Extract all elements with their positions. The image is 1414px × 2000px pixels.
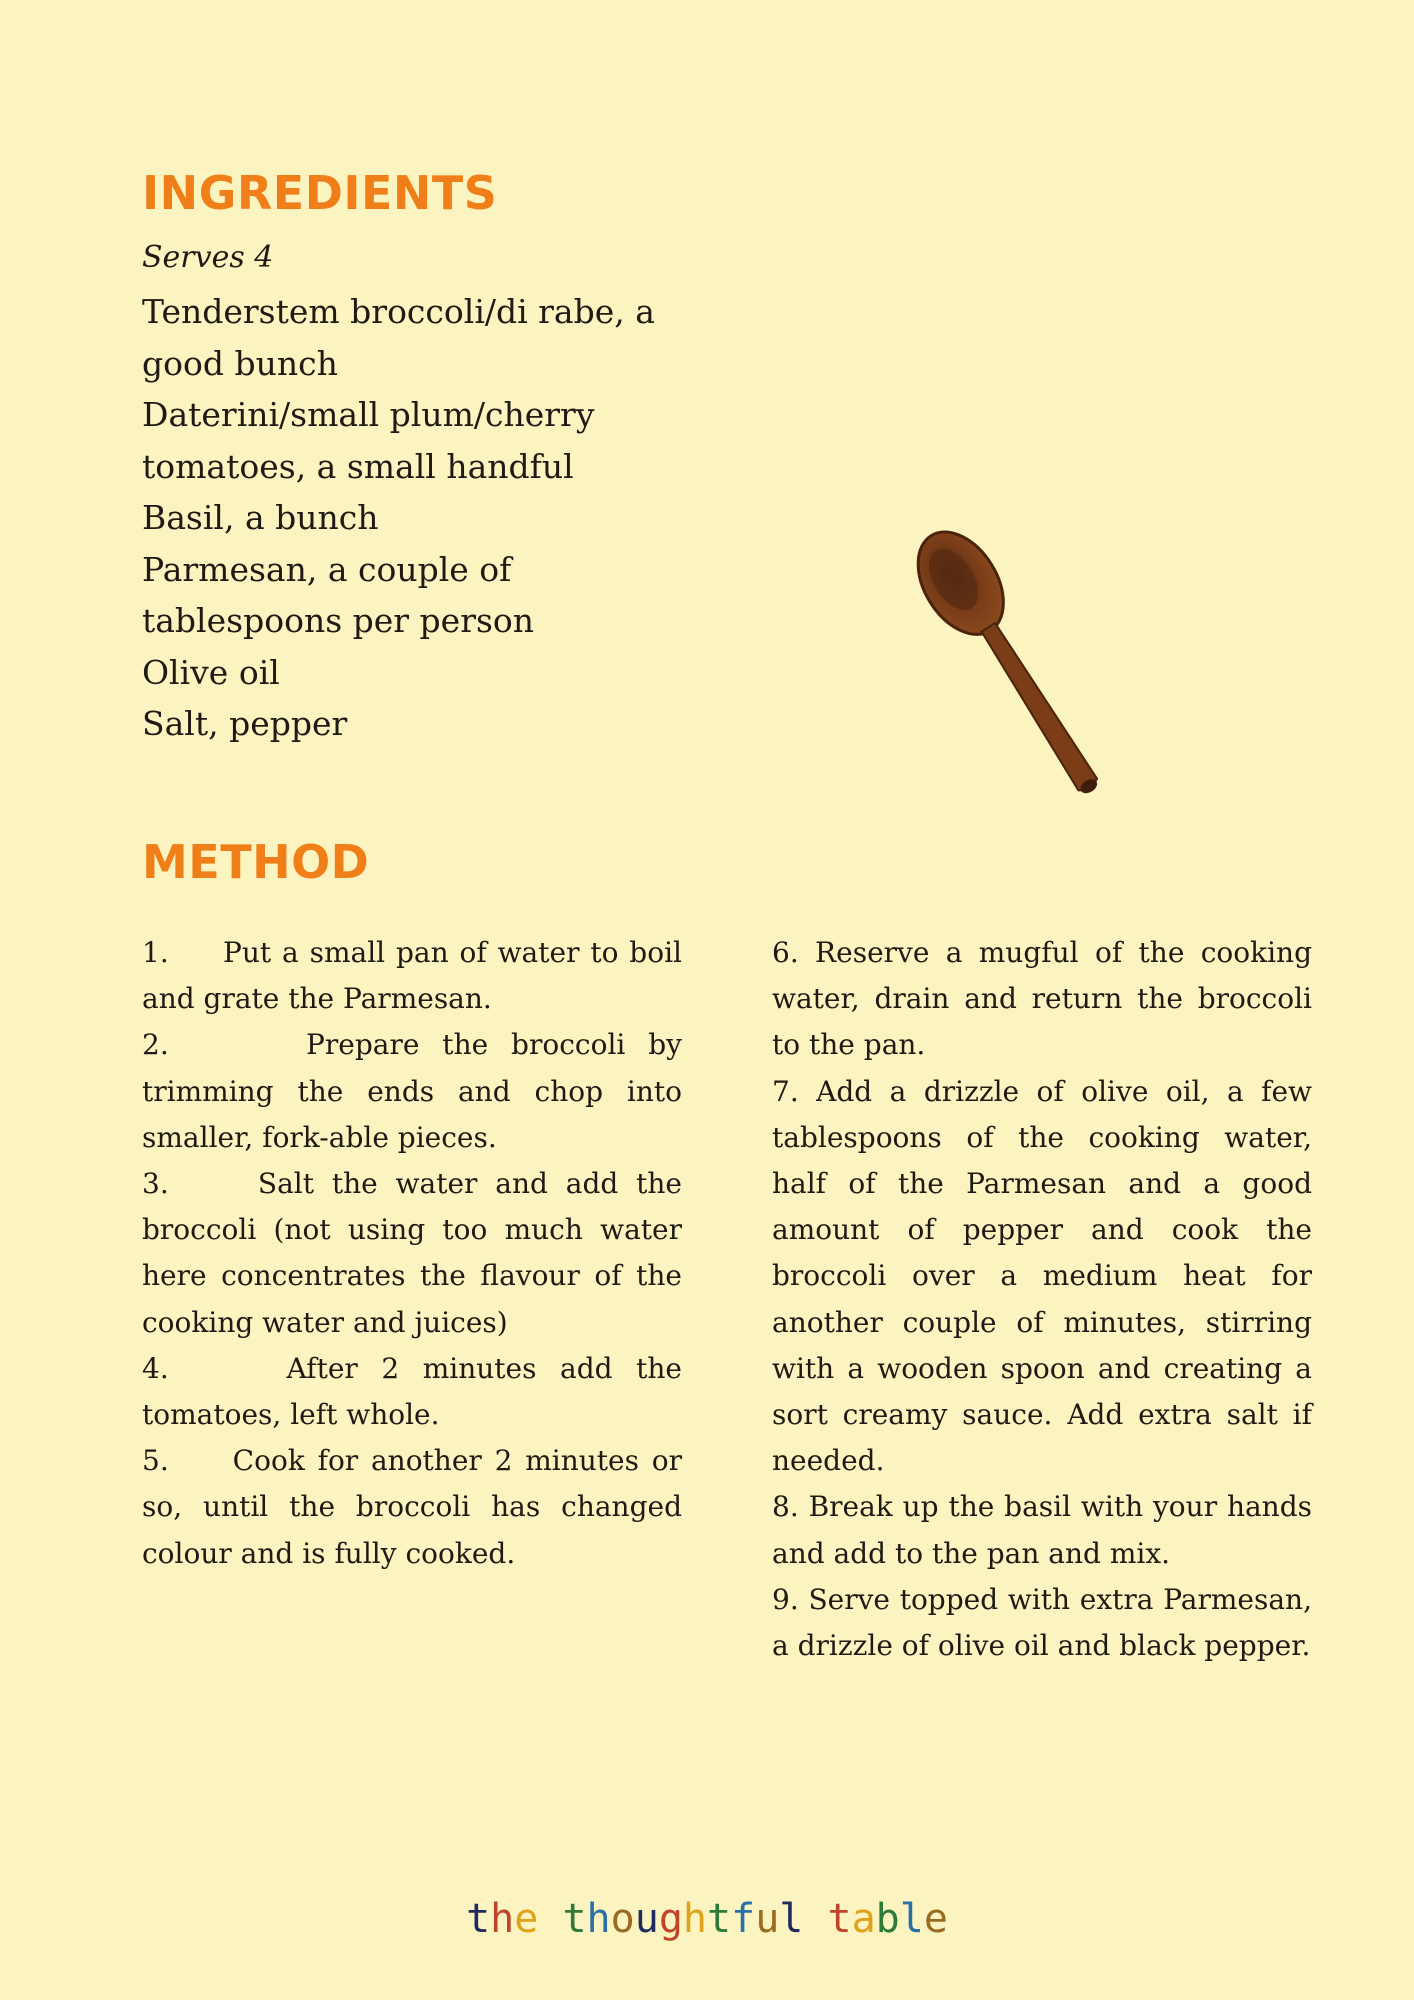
brand-logo: [466, 1880, 948, 1960]
method-step: 9. Serve topped with extra Parmesan, a drizzle of olive oil and black pepper.: [772, 1582, 1312, 1663]
method-step: 4. After 2 minutes add the tomatoes, left whole.: [142, 1351, 682, 1432]
method-steps-left: [142, 930, 682, 1577]
ingredients-list: [142, 286, 682, 750]
method-steps-right: [772, 930, 1312, 1669]
method-step: 8. Break up the basil with your hands and add to the pan and mix.: [772, 1490, 1312, 1570]
method-heading: METHOD: [142, 835, 370, 889]
method-step: 7. Add a drizzle of olive oil, a few tablespoons of the cooking water, half of the Parmesan and a good amount of pepper and cook the broccoli over a medium heat for another couple of minutes, stirring with a wooden spoon and creating a sort creamy sauce. Add extra salt if needed.: [772, 1074, 1312, 1478]
ingredients-heading: INGREDIENTS: [142, 166, 498, 220]
ingredient-item: Daterini/small plum/cherry tomatoes, a small handful: [142, 395, 595, 486]
method-step: 6. Reserve a mugful of the cooking water, drain and return the broccoli to the pan.: [772, 936, 1312, 1062]
method-step: 5. Cook for another 2 minutes or so, until the broccoli has changed colour and is fully cooked.: [142, 1444, 682, 1570]
method-step: 2. Prepare the broccoli by trimming the ends and chop into smaller, fork-able pieces.: [142, 1028, 682, 1154]
serves-label: Serves 4: [142, 240, 274, 275]
ingredient-item: Olive oil: [142, 652, 280, 692]
logo-text: the thoughtful table: [466, 1896, 948, 1942]
method-step: 1. Put a small pan of water to boil and grate the Parmesan.: [142, 936, 682, 1016]
ingredient-item: Tenderstem broccoli/di rabe, a good bunch: [142, 292, 655, 383]
wooden-spoon-icon: [905, 520, 1105, 790]
ingredient-item: Salt, pepper: [142, 704, 348, 743]
ingredient-item: Basil, a bunch: [142, 498, 379, 537]
ingredient-item: Parmesan, a couple of tablespoons per person: [142, 549, 535, 640]
method-step: 3. Salt the water and add the broccoli (not using too much water here concentrates the flavour of the cooking water and juices): [142, 1167, 682, 1339]
